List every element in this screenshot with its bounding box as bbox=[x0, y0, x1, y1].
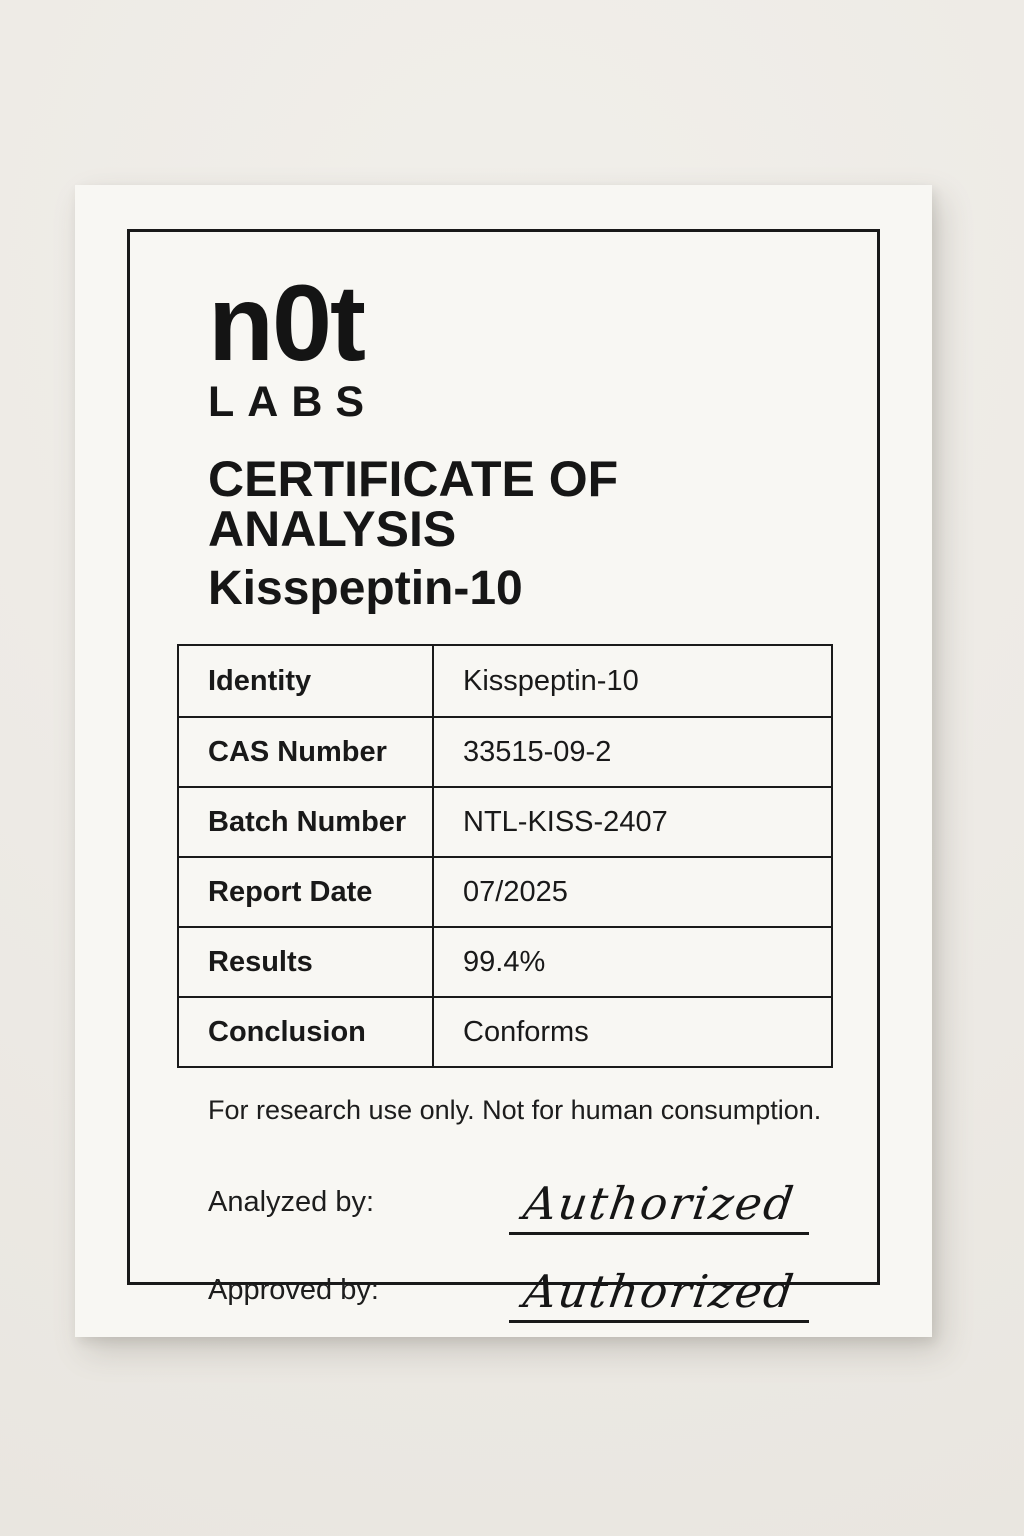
table-row bbox=[179, 926, 831, 996]
brand-sublabel: LABS bbox=[208, 378, 378, 427]
certificate-border-frame bbox=[127, 229, 880, 1318]
table-row bbox=[179, 786, 831, 856]
signature-row bbox=[177, 1265, 833, 1323]
row-value: 07/2025 bbox=[434, 856, 831, 926]
row-value: 99.4% bbox=[434, 926, 831, 996]
certificate-title: CERTIFICATE OF ANALYSIS bbox=[208, 451, 619, 558]
table-row bbox=[179, 996, 831, 1066]
row-label: Identity bbox=[179, 646, 434, 716]
row-label: Report Date bbox=[179, 856, 434, 926]
row-value: NTL-KISS-2407 bbox=[434, 786, 831, 856]
table-row bbox=[179, 716, 831, 786]
certificate-content bbox=[130, 232, 877, 1323]
brand-logo: n0t bbox=[208, 262, 364, 383]
row-value: Conforms bbox=[434, 996, 831, 1066]
signature-value: Authorized bbox=[519, 1176, 799, 1230]
product-name: Kisspeptin-10 bbox=[208, 562, 523, 616]
row-label: Results bbox=[179, 926, 434, 996]
row-label: Batch Number bbox=[179, 786, 434, 856]
row-label: CAS Number bbox=[179, 716, 434, 786]
table-row bbox=[179, 646, 831, 716]
signature-line bbox=[509, 1177, 809, 1235]
signature-value: Authorized bbox=[519, 1264, 799, 1318]
row-value: Kisspeptin-10 bbox=[463, 664, 639, 697]
signature-label: Approved by: bbox=[208, 1273, 379, 1306]
row-label: Conclusion bbox=[179, 996, 434, 1066]
row-value: 33515-09-2 bbox=[434, 716, 831, 786]
signature-label: Analyzed by: bbox=[208, 1185, 375, 1218]
signature-line bbox=[509, 1265, 809, 1323]
certificate-paper bbox=[75, 185, 932, 1337]
coa-table bbox=[177, 644, 833, 1068]
table-row bbox=[179, 856, 831, 926]
signature-row bbox=[177, 1177, 833, 1235]
disclaimer-text: For research use only. Not for human consumption. bbox=[208, 1095, 822, 1126]
